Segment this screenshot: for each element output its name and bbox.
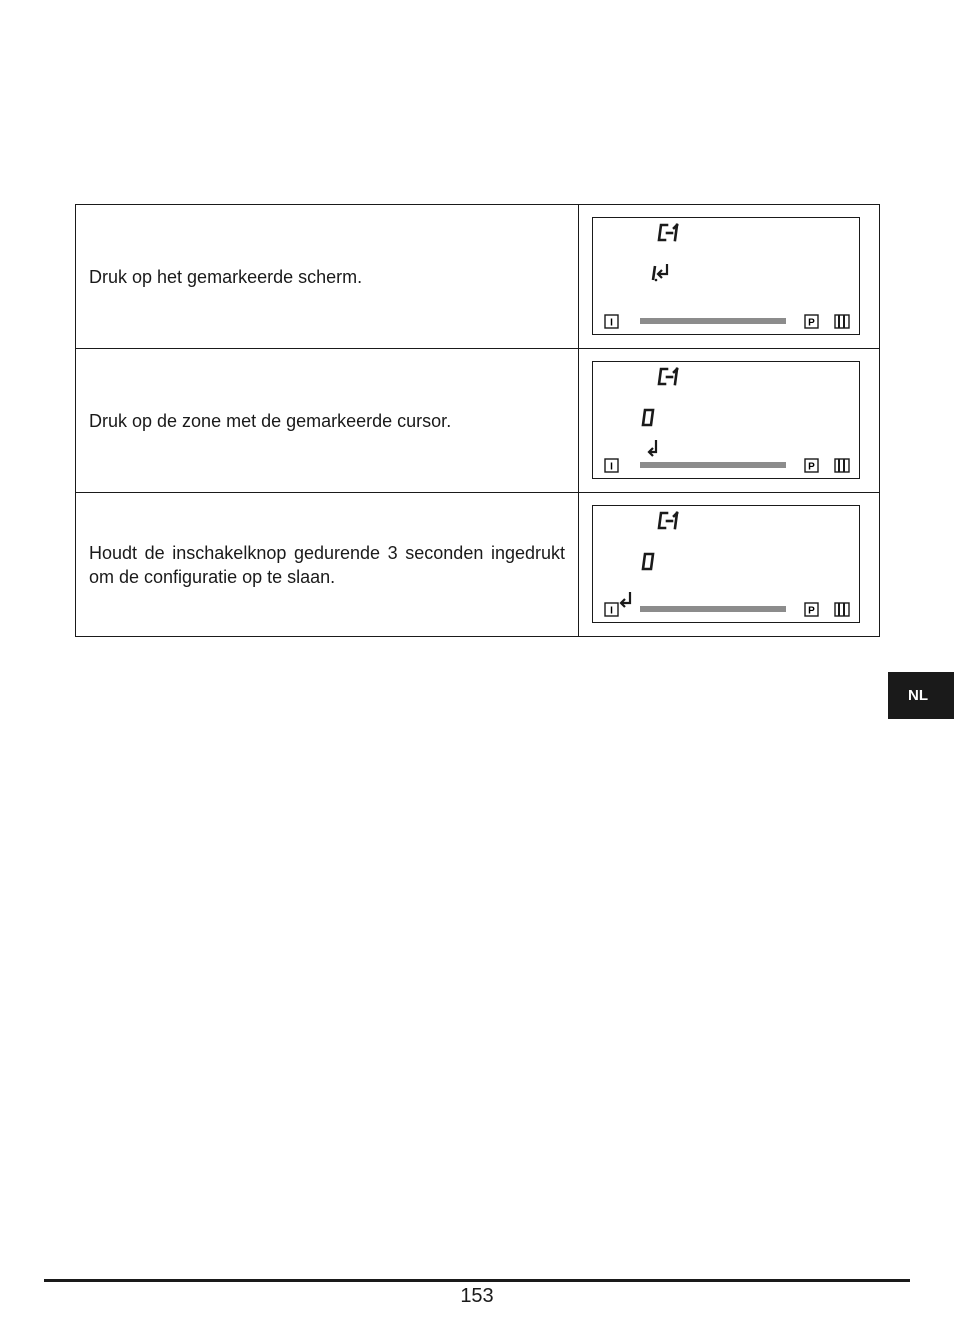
step-text-cell — [76, 205, 579, 349]
program-key-icon[interactable] — [805, 603, 818, 617]
step-instruction: Druk op het gemarkeerde scherm. — [89, 266, 363, 287]
lcd-code — [659, 369, 677, 384]
display-cell — [579, 205, 880, 349]
power-key-label: I — [610, 317, 613, 329]
power-key-icon[interactable] — [605, 315, 618, 329]
footer-rule — [44, 1279, 910, 1282]
page-number: 153 — [460, 1285, 494, 1307]
zone-grid-icon[interactable] — [835, 603, 849, 616]
step-instruction: Druk op de zone met de gemarkeerde cursor. — [89, 410, 452, 431]
lcd-value — [653, 266, 657, 281]
level-bar-icon[interactable] — [641, 318, 785, 324]
zone-grid-icon[interactable] — [835, 459, 849, 472]
power-key-label: I — [610, 461, 613, 473]
lcd-value — [643, 410, 653, 425]
step-text-cell — [76, 493, 579, 637]
zone-grid-icon[interactable] — [835, 315, 849, 328]
enter-arrow-icon — [621, 592, 630, 607]
step-text-cell — [76, 349, 579, 493]
enter-arrow-icon — [658, 264, 667, 278]
program-key-label: P — [808, 461, 815, 473]
program-key-label: P — [808, 317, 815, 329]
language-tab-label: NL — [908, 687, 928, 704]
display-cell — [579, 493, 880, 637]
program-key-icon[interactable] — [805, 459, 818, 473]
language-tab — [888, 672, 954, 719]
control-display — [592, 505, 860, 623]
step-instruction: Houdt de inschakelknop gedurende 3 seconden ingedrukt om de configuratie op te slaan. — [89, 542, 565, 587]
program-key-label: P — [808, 605, 815, 617]
power-key-label: I — [610, 605, 613, 617]
level-bar-icon[interactable] — [641, 606, 785, 612]
enter-arrow-icon — [649, 440, 656, 456]
lcd-code — [659, 513, 677, 528]
instruction-table — [75, 204, 880, 637]
step-row — [76, 349, 880, 493]
lcd-code — [659, 225, 677, 240]
level-bar-icon[interactable] — [641, 462, 785, 468]
step-row — [76, 493, 880, 637]
program-key-icon[interactable] — [805, 315, 818, 329]
power-key-icon[interactable] — [605, 459, 618, 473]
step-row — [76, 205, 880, 349]
control-display — [592, 217, 860, 335]
display-cell — [579, 349, 880, 493]
power-key-icon[interactable] — [605, 603, 618, 617]
lcd-value — [643, 554, 653, 569]
control-display — [592, 361, 860, 479]
